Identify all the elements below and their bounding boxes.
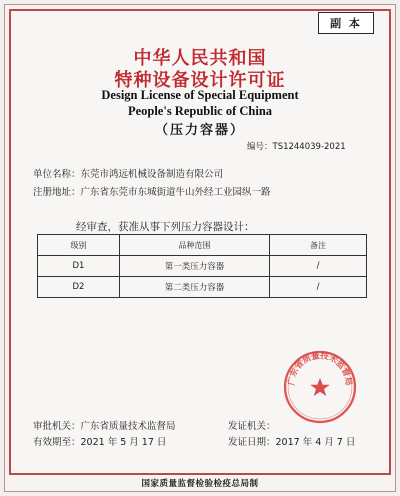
- registered-address: 注册地址：广东省东莞市东城街道牛山外经工业园纵一路: [33, 187, 271, 198]
- issuing-authority: 发证机关：: [228, 421, 276, 432]
- footer-issuer: 国家质量监督检验检疫总局制: [141, 479, 259, 489]
- official-seal-icon: [282, 349, 358, 425]
- header-remark: 备注: [270, 235, 367, 256]
- cell-scope: 第一类压力容器: [120, 256, 270, 277]
- cell-level: D2: [38, 277, 120, 298]
- issue-date: 发证日期：2017 年 4 月 7 日: [228, 437, 356, 448]
- title-country: 中华人民共和国: [133, 48, 267, 69]
- validity-date: 有效期至：2021 年 5 月 17 日: [33, 437, 167, 448]
- title-english-1: Design License of Special Equipment: [101, 88, 299, 102]
- title-english-2: People's Republic of China: [127, 104, 273, 118]
- table-row: [38, 256, 367, 277]
- cell-remark: /: [270, 277, 367, 298]
- table-row: [38, 277, 367, 298]
- license-number: 编号：TS1244039-2021: [247, 142, 346, 152]
- approval-intro: 经审查，获准从事下列压力容器设计：: [76, 221, 255, 233]
- table-header-row: [38, 235, 367, 256]
- approving-authority: 审批机关：广东省质量技术监督局: [33, 421, 176, 432]
- header-scope: 品种范围: [120, 235, 270, 256]
- seal-star-icon: [310, 378, 330, 396]
- scope-table: [37, 234, 367, 298]
- title-category: （压力容器）: [154, 123, 245, 138]
- title-license: 特种设备设计许可证: [114, 70, 286, 91]
- cell-scope: 第二类压力容器: [120, 277, 270, 298]
- unit-name: 单位名称：东莞市鸿远机械设备制造有限公司: [33, 169, 224, 180]
- header-level: 级别: [38, 235, 120, 256]
- copy-badge: 副 本: [318, 12, 374, 34]
- seal-text: 广东省质量技术监督局: [285, 350, 355, 386]
- cell-level: D1: [38, 256, 120, 277]
- cell-remark: /: [270, 256, 367, 277]
